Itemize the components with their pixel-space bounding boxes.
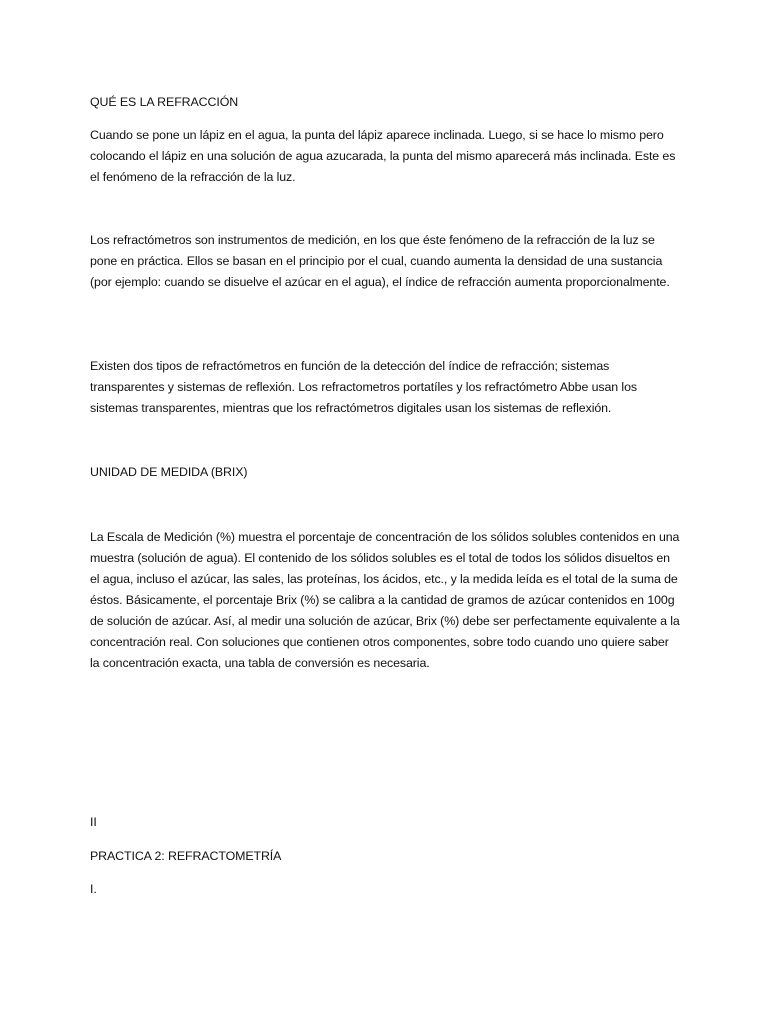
heading-unidad-medida-brix: UNIDAD DE MEDIDA (BRIX) (90, 465, 248, 479)
paragraph-tipos-refractometros: Existen dos tipos de refractómetros en función de la detección del índice de refracción; sistemas transparentes y sistemas de reflexión. Los refractometros portatíles y los refractómetro Abbe usan los sistemas transparentes, mientras que los refractómetros digitales usan los sistemas de reflexión. (90, 359, 637, 415)
paragraph-escala-medicion: La Escala de Medición (%) muestra el porcentaje de concentración de los sólidos solubles contenidos en una muestra (solución de agua). El contenido de los sólidos solubles es el total de todos los sólidos disueltos en el agua, incluso el azúcar, las sales, las proteínas, los ácidos, etc., y la medida leída es el total de la suma de éstos. Básicamente, el porcentaje Brix (%) se calibra a la cantidad de gramos de azúcar contenidos en 100g de solución de azúcar. Así, al medir una solución de azúcar, Brix (%) debe ser perfectamente equivalente a la concentración real. Con soluciones que contienen otros componentes, sobre todo cuando uno quiere saber la concentración exacta, una tabla de conversión es necesaria. (90, 530, 680, 670)
paragraph-refractometros: Los refractómetros son instrumentos de medición, en los que éste fenómeno de la refracción de la luz se pone en práctica. Ellos se basan en el principio por el cual, cuando aumenta la densidad de una sustancia (por ejemplo: cuando se disuelve el azúcar en el agua), el índice de refracción aumenta proporcionalmente. (90, 233, 670, 289)
section-marker-i: I. (90, 882, 97, 896)
section-marker-ii: II (90, 815, 97, 829)
paragraph-refraccion-lapiz: Cuando se pone un lápiz en el agua, la punta del lápiz aparece inclinada. Luego, si se hace lo mismo pero colocando el lápiz en una solución de agua azucarada, la punta del mismo aparecerá más inclinada. Este es el fenómeno de la refracción de la luz. (90, 128, 676, 184)
heading-practica-refractometria: PRACTICA 2: REFRACTOMETRÍA (90, 849, 282, 863)
heading-refraccion: QUÉ ES LA REFRACCIÓN (90, 95, 239, 109)
